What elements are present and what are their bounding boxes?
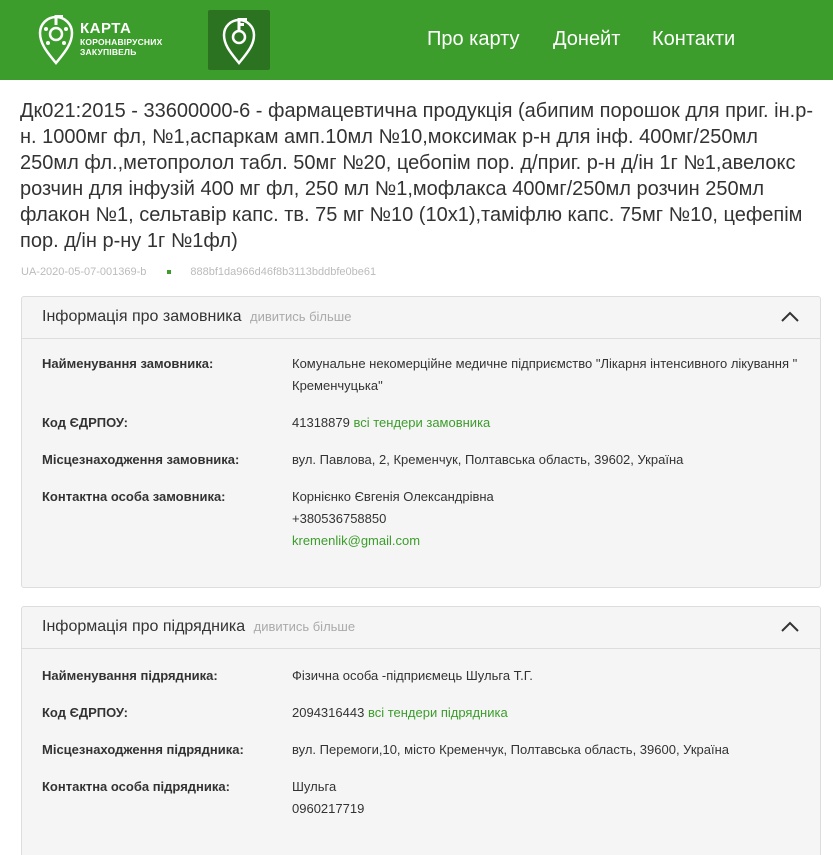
separator-dot (167, 270, 171, 274)
tender-hash: 888bf1da966d46f8b3113bddbfe0be61 (190, 266, 377, 278)
site-header (0, 0, 833, 80)
contractor-tenders-link[interactable]: всі тендери підрядника (367, 705, 508, 720)
customer-contact-label: Контактна особа замовника: (42, 489, 226, 504)
tender-title: Дк021:2015 - 33600000-6 - фармацевтична продукція (абипим порошок для приг. ін.р-н. 1000мг фл, №1,аспаркам амп.10мл №10,моксимак р-н для інф. 400мг/250мл 250мл фл.,метопролол табл. 50мг №20, цебопім пор. д/приг. р-н д/ін 1г №1,авелокс розчин для інфузій 400 мг фл, 250 мл №1,мофлакса 400мг/250мл розчин 250мл флакон №1, сельтавір капс. тв. 75 мг №10 (10х1),таміфлю капс. 75мг №10, цефепім пор. д/ін р-ну 1г №1фл) (20, 100, 813, 252)
logo-subtitle-2: ЗАКУПІВЕЛЬ (80, 47, 137, 57)
customer-location-value: вул. Павлова, 2, Кременчук, Полтавська область, 39602, Україна (292, 452, 684, 467)
customer-contact-value (292, 486, 802, 552)
logo-subtitle-1: КОРОНАВІРУСНИХ (80, 37, 163, 47)
customer-panel-header[interactable] (22, 297, 820, 339)
customer-more-link[interactable]: дивитись більше (249, 309, 352, 324)
contractor-panel-header[interactable] (22, 607, 820, 649)
contractor-code-label: Код ЄДРПОУ: (42, 705, 128, 720)
logo-title: КАРТА (80, 20, 132, 37)
customer-contact-phone: +380536758850 (292, 511, 387, 526)
contractor-contact-phone: 0960217719 (292, 801, 365, 816)
partner-logo[interactable] (208, 10, 270, 70)
customer-name-value: Комунальне некомерційне медичне підприємство "Лікарня інтенсивного лікування " Кременчуцька" (292, 356, 798, 393)
customer-contact-name: Корнієнко Євгенія Олександрівна (292, 489, 494, 504)
chevron-up-icon[interactable] (780, 620, 800, 634)
contractor-location-value: вул. Перемоги,10, місто Кременчук, Полтавська область, 39600, Україна (292, 742, 730, 757)
customer-info-panel (21, 296, 821, 588)
contractor-contact-label: Контактна особа підрядника: (42, 779, 230, 794)
key-pin-icon (222, 15, 256, 65)
map-pin-logo-icon (38, 13, 74, 65)
contractor-name-label: Найменування підрядника: (42, 668, 218, 683)
customer-code-value: 41318879 (292, 415, 350, 430)
contractor-info-panel (21, 606, 821, 855)
site-logo[interactable] (38, 13, 168, 65)
contractor-code-value-wrap (292, 702, 802, 724)
customer-location-label: Місцезнаходження замовника: (42, 452, 240, 467)
customer-panel-title (42, 308, 351, 326)
nav-donate[interactable]: Донейт (553, 28, 621, 50)
customer-name-label: Найменування замовника: (42, 356, 214, 371)
customer-heading: Інформація про замовника (42, 308, 242, 325)
logo-text (80, 21, 162, 57)
contractor-contact-name: Шульга (292, 779, 337, 794)
contractor-location-label: Місцезнаходження підрядника: (42, 742, 244, 757)
contractor-code-value: 2094316443 (292, 705, 365, 720)
tender-meta (21, 266, 376, 278)
contractor-more-link[interactable]: дивитись більше (253, 619, 356, 634)
customer-tenders-link[interactable]: всі тендери замовника (353, 415, 491, 430)
contractor-panel-title (42, 618, 355, 636)
nav-contacts[interactable]: Контакти (652, 28, 736, 50)
contractor-name-value: Фізична особа -підприємець Шульга Т.Г. (292, 668, 533, 683)
customer-contact-email[interactable]: kremenlik@gmail.com (292, 533, 421, 548)
customer-code-label: Код ЄДРПОУ: (42, 415, 128, 430)
chevron-up-icon[interactable] (780, 310, 800, 324)
nav-about[interactable]: Про карту (427, 28, 520, 50)
customer-code-value-wrap (292, 412, 802, 434)
contractor-contact-value (292, 776, 802, 820)
tender-id: UA-2020-05-07-001369-b (21, 266, 147, 278)
contractor-heading: Інформація про підрядника (42, 618, 246, 635)
